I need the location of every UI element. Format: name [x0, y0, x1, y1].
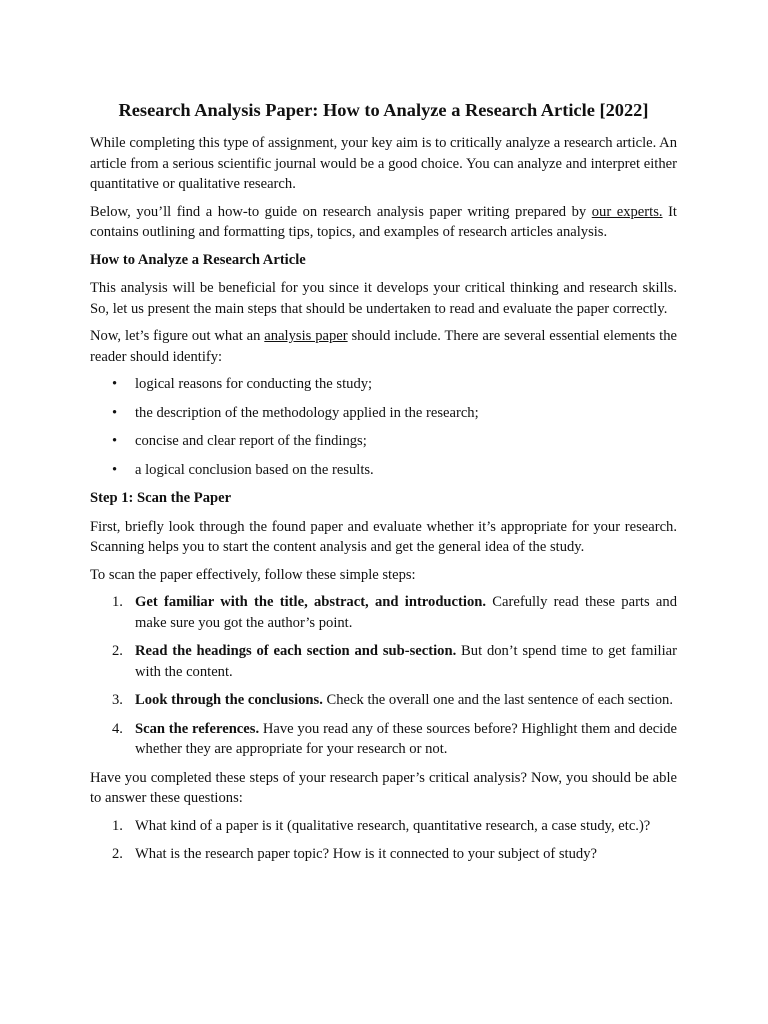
list-number: 1. [112, 594, 123, 610]
completed-paragraph: Have you completed these steps of your research paper’s critical analysis? Now, you should be able to answer these questions: [90, 769, 677, 806]
step-text: Have you read any of these sources before? Highlight them and decide whether they are appropriate for your research or not. [135, 720, 677, 757]
list-number: 3. [112, 692, 123, 708]
list-item [90, 592, 677, 633]
list-number: 2. [112, 846, 123, 862]
list-item [90, 403, 677, 424]
below-text-start: Below, you’ll find a how-to guide on research analysis paper writing prepared by [90, 203, 592, 220]
step-bold-text: Scan the references. [135, 720, 260, 737]
list-item [90, 719, 677, 760]
now-text-start: Now, let’s figure out what an [90, 328, 265, 344]
list-number: 4. [112, 720, 123, 737]
step1-paragraph: First, briefly look through the found paper and evaluate whether it’s appropriate for your research. Scanning helps you to start the content analysis and get the general idea of the study. [90, 518, 677, 555]
bullet-text: the description of the methodology applied in the research; [135, 404, 479, 421]
bullet-icon: • [112, 376, 118, 392]
list-item [90, 431, 677, 452]
below-text-end: It contains outlining and formatting tips, topics, and examples of research articles analysis. [90, 203, 677, 240]
bullet-text: logical reasons for conducting the study; [135, 376, 373, 392]
bullet-text: concise and clear report of the findings; [135, 433, 367, 449]
list-item [90, 690, 677, 711]
step-text: Carefully read these parts and make sure you got the author’s point. [135, 594, 678, 631]
step-text: But don’t spend time to get familiar with the content. [135, 643, 677, 680]
list-item [90, 374, 677, 395]
question-text: What kind of a paper is it (qualitative research, quantitative research, a case study, etc.)? [135, 817, 651, 834]
questions-list [90, 816, 677, 865]
bullet-icon: • [112, 404, 118, 421]
scan-intro-paragraph: To scan the paper effectively, follow these simple steps: [90, 566, 416, 583]
document-title: Research Analysis Paper: How to Analyze a Research Article [2022] [118, 100, 649, 120]
now-paragraph [90, 326, 677, 367]
below-paragraph [90, 202, 677, 243]
bullet-text: a logical conclusion based on the results. [135, 461, 374, 478]
step1-heading: Step 1: Scan the Paper [90, 490, 232, 506]
analysis-paper-link[interactable]: analysis paper [264, 328, 348, 344]
our-experts-link[interactable]: our experts. [591, 203, 663, 220]
document-page [90, 98, 677, 873]
list-item [90, 816, 677, 837]
section-heading-analyze: How to Analyze a Research Article [90, 251, 306, 268]
list-item [90, 844, 677, 865]
list-item [90, 641, 677, 682]
step-text: Check the overall one and the last sentence of each section. [322, 692, 673, 708]
step-bold-text: Get familiar with the title, abstract, and introduction. [135, 594, 487, 610]
bullet-icon: • [112, 433, 118, 449]
elements-bullet-list [90, 374, 677, 480]
list-number: 1. [112, 817, 123, 834]
question-text: What is the research paper topic? How is it connected to your subject of study? [135, 846, 597, 862]
intro-paragraph: While completing this type of assignment, your key aim is to critically analyze a research article. An article from a serious scientific journal would be a good choice. You can analyze and interpret either quantitative or qualitative research. [90, 135, 677, 192]
now-text-end: should include. There are several essential elements the reader should identify: [90, 328, 677, 365]
step-bold-text: Look through the conclusions. [135, 692, 323, 708]
analysis-benefit-paragraph: This analysis will be beneficial for you since it develops your critical thinking and research skills. So, let us present the main steps that should be undertaken to read and evaluate the paper correctly. [90, 280, 677, 317]
scan-steps-list [90, 592, 677, 760]
bullet-icon: • [112, 461, 118, 478]
list-item [90, 460, 677, 481]
list-number: 2. [112, 643, 123, 659]
step-bold-text: Read the headings of each section and sub-section. [135, 643, 457, 659]
